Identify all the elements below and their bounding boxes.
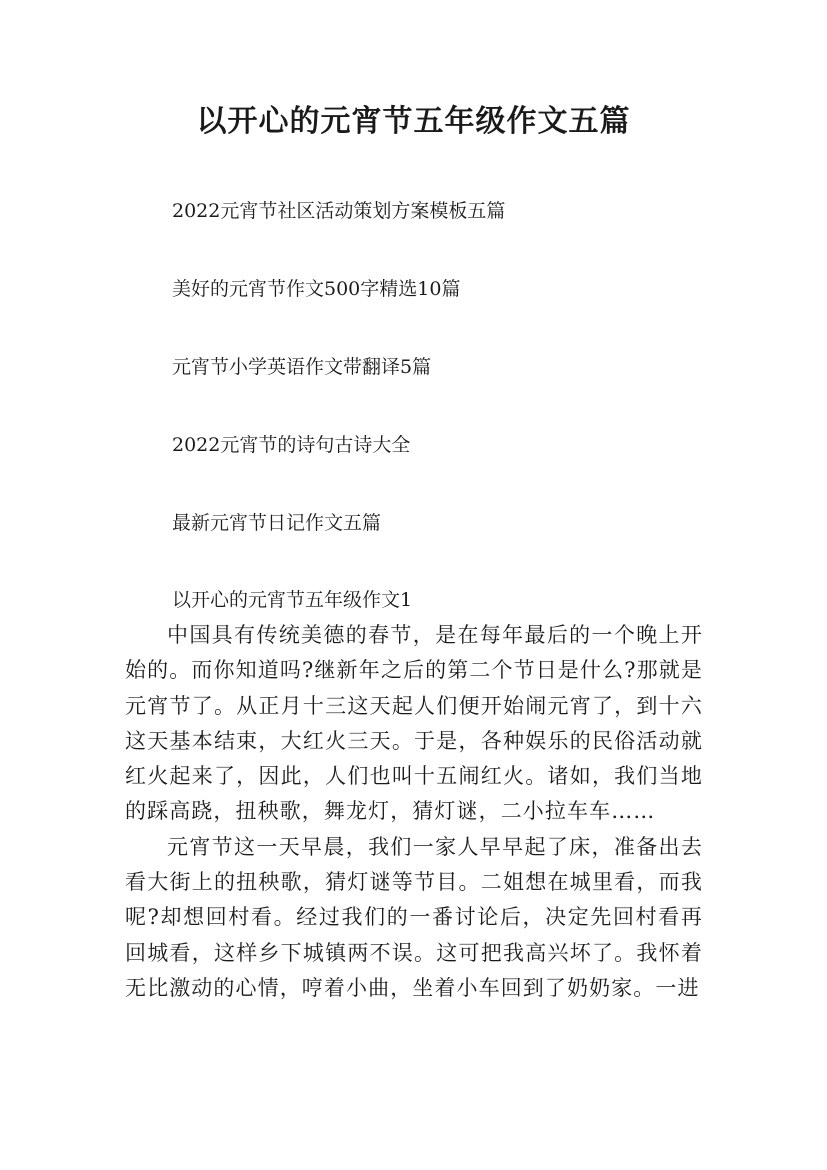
related-link[interactable]: 2022元宵节的诗句古诗大全 [172, 434, 411, 456]
article-body [125, 583, 703, 1006]
related-link[interactable]: 2022元宵节社区活动策划方案模板五篇 [172, 200, 506, 222]
paragraph: 元宵节这一天早晨，我们一家人早早起了床，准备出去看大街上的扭秧歌，猜灯谜等节目。二姐想在城里看，而我呢?却想回村看。经过我们的一番讨论后，决定先回村看再回城看，这样乡下城镇两不误。这可把我高兴坏了。我怀着无比激动的心情，哼着小曲，坐着小车回到了奶奶家。一进 [125, 834, 703, 1000]
paragraph: 中国具有传统美德的春节，是在每年最后的一个晚上开始的。而你知道吗?继新年之后的第二个节日是什么?那就是元宵节了。从正月十三这天起人们便开始闹元宵了，到十六这天基本结束，大红火三天。于是，各种娱乐的民俗活动就红火起来了，因此，人们也叫十五闹红火。诸如，我们当地的踩高跷，扭秧歌，舞龙灯，猜灯谜，二小拉车车…… [125, 623, 703, 824]
section-heading: 以开心的元宵节五年级作文1 [172, 589, 413, 611]
related-link[interactable]: 元宵节小学英语作文带翻译5篇 [172, 356, 432, 378]
related-link[interactable]: 美好的元宵节作文500字精选10篇 [172, 278, 461, 300]
document-title: 以开心的元宵节五年级作文五篇 [196, 104, 631, 139]
related-links-list [172, 196, 505, 586]
related-link[interactable]: 最新元宵节日记作文五篇 [172, 512, 382, 534]
